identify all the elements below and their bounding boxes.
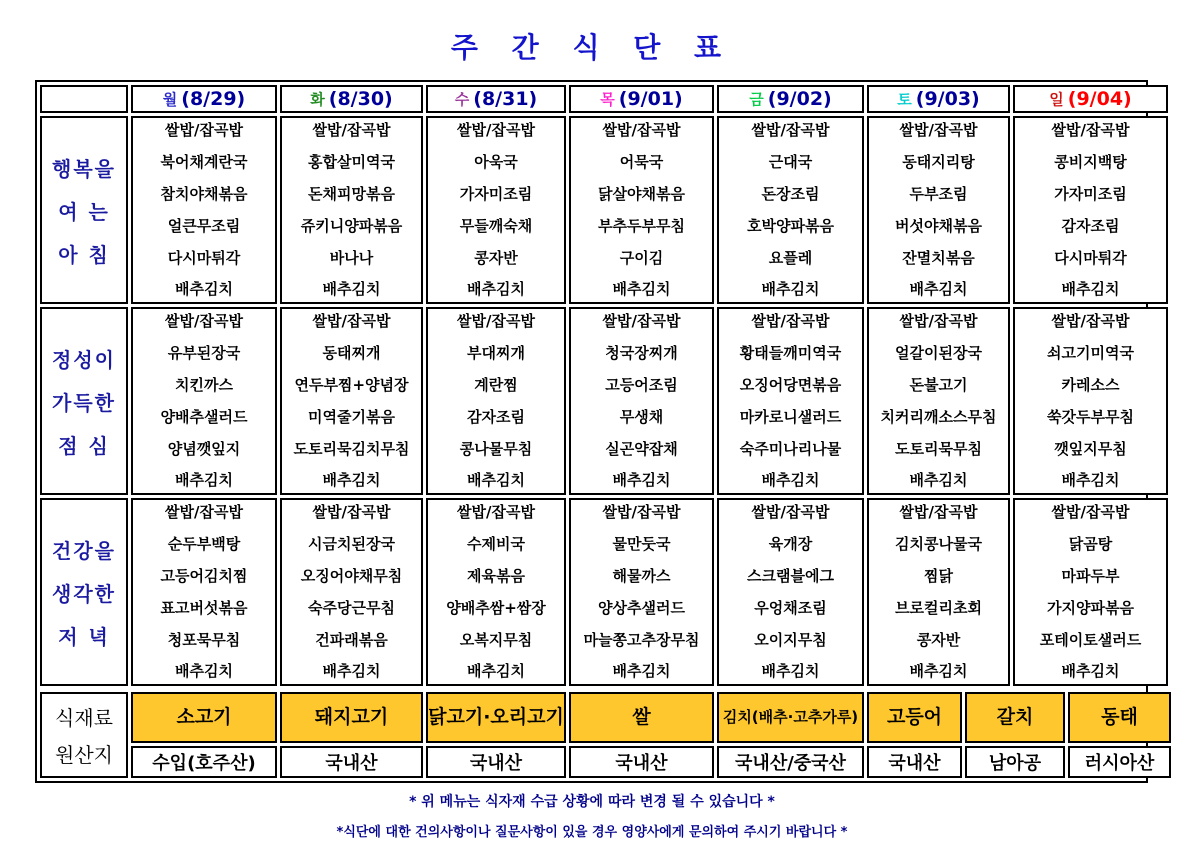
menu-item: 배추김치 (467, 663, 525, 680)
origin-cell: 국내산 (280, 746, 423, 778)
origin-grid (37, 689, 1174, 781)
menu-item: 물만둣국 (612, 535, 671, 553)
menu-item: 닭살야채볶음 (598, 185, 685, 203)
ingredient-cell: 소고기 (131, 692, 277, 743)
corner-cell (40, 85, 128, 113)
day-header (426, 85, 566, 113)
menu-item: 건파래볶음 (315, 631, 388, 649)
menu-item: 쌀밥/잡곡밥 (899, 313, 978, 330)
meal-label-line: 건강을 (52, 538, 116, 563)
menu-item: 부추두부무침 (598, 217, 685, 235)
menu-cell (280, 498, 423, 686)
menu-item: 요플레 (768, 249, 813, 267)
menu-item: 배추김치 (467, 472, 525, 489)
menu-item: 수제비국 (467, 535, 525, 553)
menu-item: 쌀밥/잡곡밥 (602, 504, 681, 521)
menu-item: 배추김치 (909, 663, 968, 680)
meal-row (40, 307, 1168, 495)
menu-item: 양배추샐러드 (160, 408, 248, 426)
menu-cell (426, 307, 566, 495)
menu-item: 표고버섯볶음 (160, 599, 248, 617)
menu-item: 가지양파볶음 (1047, 599, 1134, 617)
menu-item: 청포묵무침 (167, 631, 241, 649)
menu-item: 육개장 (768, 535, 813, 553)
menu-item: 쌀밥/잡곡밥 (457, 122, 535, 139)
page-title: 주 간 식 단 표 (450, 31, 734, 64)
day-header (867, 85, 1010, 113)
menu-item: 쌀밥/잡곡밥 (1051, 504, 1130, 521)
menu-list (133, 118, 275, 302)
menu-item: 미역줄기볶음 (308, 408, 395, 426)
menu-cell (867, 116, 1010, 304)
day-name-icon: 금 (749, 90, 764, 109)
menu-item: 쌀밥/잡곡밥 (751, 122, 830, 139)
day-date: (9/02) (767, 88, 832, 110)
day-header (280, 85, 423, 113)
menu-item: 도토리묵김치무침 (293, 440, 410, 458)
origin-section-label (40, 692, 128, 778)
menu-item: 마파두부 (1061, 567, 1120, 585)
menu-list (719, 118, 862, 302)
menu-item: 포테이토샐러드 (1039, 631, 1142, 649)
day-name-icon: 월 (162, 90, 178, 109)
menu-item: 치킨까스 (175, 376, 233, 394)
menu-item: 쌀밥/잡곡밥 (312, 313, 391, 330)
menu-item: 청국장찌개 (605, 344, 678, 362)
menu-item: 얼큰무조림 (167, 217, 241, 235)
menu-item: 배추김치 (909, 472, 968, 489)
menu-list (719, 309, 862, 493)
menu-item: 다시마튀각 (1054, 249, 1127, 267)
day-date: (9/04) (1067, 88, 1132, 110)
meal-row (40, 116, 1168, 304)
menu-item: 스크램블에그 (747, 567, 834, 585)
menu-item: 가자미조림 (1054, 185, 1127, 203)
origin-cell: 수입(호주산) (131, 746, 277, 778)
meal-row-label (40, 307, 128, 495)
menu-item: 시금치된장국 (308, 535, 395, 553)
menu-item: 쌀밥/잡곡밥 (312, 122, 391, 139)
menu-item: 돈장조림 (761, 185, 820, 203)
menu-item: 무들깨숙채 (459, 217, 533, 235)
menu-item: 쌀밥/잡곡밥 (457, 313, 535, 330)
menu-item: 김치콩나물국 (895, 535, 982, 553)
menu-item: 배추김치 (612, 472, 671, 489)
menu-item: 돈불고기 (909, 376, 968, 394)
menu-cell (131, 307, 277, 495)
menu-item: 마늘쫑고추장무침 (583, 631, 700, 649)
menu-item: 배추김치 (1061, 472, 1120, 489)
menu-list (719, 500, 862, 684)
menu-item: 감자조림 (467, 408, 525, 426)
menu-item: 숙주당근무침 (308, 599, 395, 617)
menu-cell (1013, 116, 1168, 304)
menu-item: 쥬키니양파볶음 (300, 217, 403, 235)
menu-item: 잔멸치볶음 (902, 249, 975, 267)
menu-item: 참치야채볶음 (160, 185, 248, 203)
meal-row (40, 498, 1168, 686)
menu-item: 배추김치 (761, 281, 820, 298)
menu-cell (280, 307, 423, 495)
menu-list (1015, 500, 1166, 684)
origin-cell: 국내산 (867, 746, 962, 778)
ingredient-cell: 닭고기·오리고기 (426, 692, 566, 743)
day-name-icon: 일 (1049, 90, 1064, 109)
day-name-icon: 수 (454, 90, 470, 109)
origin-cell: 국내산 (426, 746, 566, 778)
menu-item: 배추김치 (175, 663, 233, 680)
menu-item: 쌀밥/잡곡밥 (1051, 122, 1130, 139)
menu-item: 구이김 (619, 249, 664, 267)
menu-item: 쌀밥/잡곡밥 (751, 313, 830, 330)
menu-item: 버섯야채볶음 (895, 217, 982, 235)
ingredient-cell: 김치(배추·고추가루) (717, 692, 864, 743)
menu-item: 쌀밥/잡곡밥 (312, 504, 391, 521)
menu-item: 배추김치 (761, 472, 820, 489)
menu-item: 해물까스 (612, 567, 671, 585)
menu-item: 순두부백탕 (167, 535, 241, 553)
menu-cell (717, 498, 864, 686)
menu-list (133, 309, 275, 493)
menu-cell (280, 116, 423, 304)
menu-item: 돈채피망볶음 (308, 185, 395, 203)
meal-row-label (40, 116, 128, 304)
menu-item: 유부된장국 (167, 344, 241, 362)
menu-cell (717, 116, 864, 304)
meal-label-line: 생각한 (52, 581, 116, 606)
meal-label-line: 여 는 (58, 199, 110, 224)
menu-cell (867, 307, 1010, 495)
meal-label-line: 점 심 (58, 433, 110, 458)
menu-item: 배추김치 (1061, 281, 1120, 298)
menu-item: 배추김치 (909, 281, 968, 298)
menu-item: 쇠고기미역국 (1047, 344, 1134, 362)
menu-item: 무생채 (619, 408, 664, 426)
menu-item: 치커리깨소스무침 (880, 408, 997, 426)
menu-item: 가자미조림 (459, 185, 533, 203)
menu-list (869, 309, 1008, 493)
menu-item: 쌀밥/잡곡밥 (899, 122, 978, 139)
meal-label-line: 정성이 (52, 347, 116, 372)
menu-list (571, 500, 712, 684)
menu-item: 실곤약잡채 (605, 440, 678, 458)
menu-item: 배추김치 (175, 281, 233, 298)
menu-item: 연두부찜+양념장 (294, 376, 409, 394)
footer-notice-2: *식단에 대한 건의사항이나 질문사항이 있을 경우 영양사에게 문의하여 주시기 바랍니다 * (336, 825, 848, 840)
ingredient-cell: 고등어 (867, 692, 962, 743)
menu-list (869, 118, 1008, 302)
ingredient-cell: 동태 (1068, 692, 1171, 743)
menu-item: 계란찜 (474, 376, 518, 394)
menu-item: 배추김치 (761, 663, 820, 680)
menu-item: 배추김치 (612, 281, 671, 298)
menu-cell (717, 307, 864, 495)
menu-cell (1013, 307, 1168, 495)
menu-item: 양념깻잎지 (167, 440, 241, 458)
ingredient-cell: 갈치 (965, 692, 1065, 743)
menu-item: 오이지무침 (754, 631, 827, 649)
ingredient-row (40, 692, 1171, 743)
day-date: (9/01) (618, 88, 683, 110)
menu-item: 바나나 (329, 249, 374, 267)
menu-item: 호박양파볶음 (747, 217, 834, 235)
menu-cell (569, 116, 714, 304)
menu-item: 쌀밥/잡곡밥 (751, 504, 830, 521)
day-header (131, 85, 277, 113)
menu-cell (569, 307, 714, 495)
menu-cell (867, 498, 1010, 686)
origin-cell: 러시아산 (1068, 746, 1171, 778)
meal-row-label (40, 498, 128, 686)
menu-list (1015, 118, 1166, 302)
menu-item: 콩나물무침 (459, 440, 533, 458)
day-header (1013, 85, 1168, 113)
day-header (569, 85, 714, 113)
menu-cell (426, 498, 566, 686)
menu-item: 쌀밥/잡곡밥 (1051, 313, 1130, 330)
menu-list (1015, 309, 1166, 493)
menu-item: 찜닭 (924, 567, 953, 585)
menu-list (428, 500, 564, 684)
menu-list (282, 309, 421, 493)
menu-list (133, 500, 275, 684)
ingredient-cell: 돼지고기 (280, 692, 423, 743)
menu-item: 마카로니샐러드 (739, 408, 842, 426)
menu-item: 오복지무침 (459, 631, 533, 649)
menu-item: 감자조림 (1061, 217, 1120, 235)
day-name-icon: 토 (897, 90, 912, 109)
menu-item: 콩자반 (474, 249, 518, 267)
ingredient-cell: 쌀 (569, 692, 714, 743)
menu-list (428, 309, 564, 493)
menu-list (428, 118, 564, 302)
menu-cell (131, 498, 277, 686)
weekly-menu-table (35, 80, 1155, 783)
origin-cell: 국내산/중국산 (717, 746, 864, 778)
menu-item: 얼갈이된장국 (895, 344, 982, 362)
menu-list (282, 500, 421, 684)
day-header-row (40, 85, 1168, 113)
menu-item: 쌀밥/잡곡밥 (899, 504, 978, 521)
day-date: (8/30) (328, 88, 393, 110)
menu-item: 배추김치 (322, 281, 381, 298)
menu-item: 양배추쌈+쌈장 (446, 599, 546, 617)
day-date: (8/31) (473, 88, 538, 110)
menu-item: 쑥갓두부무침 (1047, 408, 1134, 426)
day-date: (9/03) (915, 88, 980, 110)
menu-item: 고등어김치찜 (160, 567, 248, 585)
menu-item: 동태찌개 (322, 344, 381, 362)
menu-cell (569, 498, 714, 686)
meal-label-line: 가득한 (52, 390, 116, 415)
menu-item: 쌀밥/잡곡밥 (165, 122, 243, 139)
menu-item: 배추김치 (322, 663, 381, 680)
menu-item: 어묵국 (619, 153, 664, 171)
day-name-icon: 화 (310, 90, 325, 109)
menu-item: 콩자반 (916, 631, 961, 649)
menu-item: 쌀밥/잡곡밥 (165, 313, 243, 330)
meal-label-line: 저 녁 (58, 624, 110, 649)
menu-item: 도토리묵무침 (895, 440, 982, 458)
menu-grid (37, 82, 1171, 689)
menu-cell (1013, 498, 1168, 686)
menu-item: 양상추샐러드 (598, 599, 685, 617)
menu-item: 배추김치 (467, 281, 525, 298)
meal-label-line: 행복을 (52, 156, 116, 181)
menu-item: 카레소스 (1061, 376, 1120, 394)
menu-item: 황태들깨미역국 (739, 344, 842, 362)
menu-item: 브로컬리초회 (895, 599, 982, 617)
menu-cell (426, 116, 566, 304)
menu-item: 홍합살미역국 (308, 153, 395, 171)
menu-item: 북어채계란국 (160, 153, 248, 171)
menu-item: 콩비지백탕 (1054, 153, 1127, 171)
menu-item: 배추김치 (322, 472, 381, 489)
menu-item: 우엉채조림 (754, 599, 827, 617)
menu-list (571, 118, 712, 302)
menu-list (282, 118, 421, 302)
menu-item: 배추김치 (175, 472, 233, 489)
menu-item: 쌀밥/잡곡밥 (457, 504, 535, 521)
origin-row (40, 746, 1171, 778)
menu-item: 쌀밥/잡곡밥 (602, 122, 681, 139)
menu-item: 깻잎지무침 (1054, 440, 1127, 458)
day-date: (8/29) (181, 88, 246, 110)
menu-item: 쌀밥/잡곡밥 (602, 313, 681, 330)
origin-label-line: 식재료 (55, 706, 113, 730)
menu-item: 다시마튀각 (167, 249, 241, 267)
menu-list (571, 309, 712, 493)
menu-item: 닭곰탕 (1068, 535, 1113, 553)
day-name-icon: 목 (600, 90, 615, 109)
menu-item: 제육볶음 (467, 567, 525, 585)
menu-item: 근대국 (768, 153, 813, 171)
day-header (717, 85, 864, 113)
menu-item: 부대찌개 (467, 344, 525, 362)
menu-item: 고등어조림 (605, 376, 678, 394)
menu-item: 배추김치 (612, 663, 671, 680)
footer-notice-1: * 위 메뉴는 식자재 수급 상황에 따라 변경 될 수 있습니다 * (409, 794, 775, 810)
menu-item: 오징어야채무침 (300, 567, 403, 585)
menu-item: 쌀밥/잡곡밥 (165, 504, 243, 521)
origin-label-line: 원산지 (55, 743, 113, 767)
meal-label-line: 아 침 (58, 242, 110, 267)
menu-item: 숙주미나리나물 (739, 440, 842, 458)
menu-item: 동태지리탕 (902, 153, 975, 171)
menu-item: 배추김치 (1061, 663, 1120, 680)
menu-list (869, 500, 1008, 684)
menu-item: 두부조림 (909, 185, 968, 203)
origin-cell: 남아공 (965, 746, 1065, 778)
menu-item: 오징어당면볶음 (739, 376, 842, 394)
origin-cell: 국내산 (569, 746, 714, 778)
menu-cell (131, 116, 277, 304)
menu-item: 아욱국 (474, 153, 518, 171)
